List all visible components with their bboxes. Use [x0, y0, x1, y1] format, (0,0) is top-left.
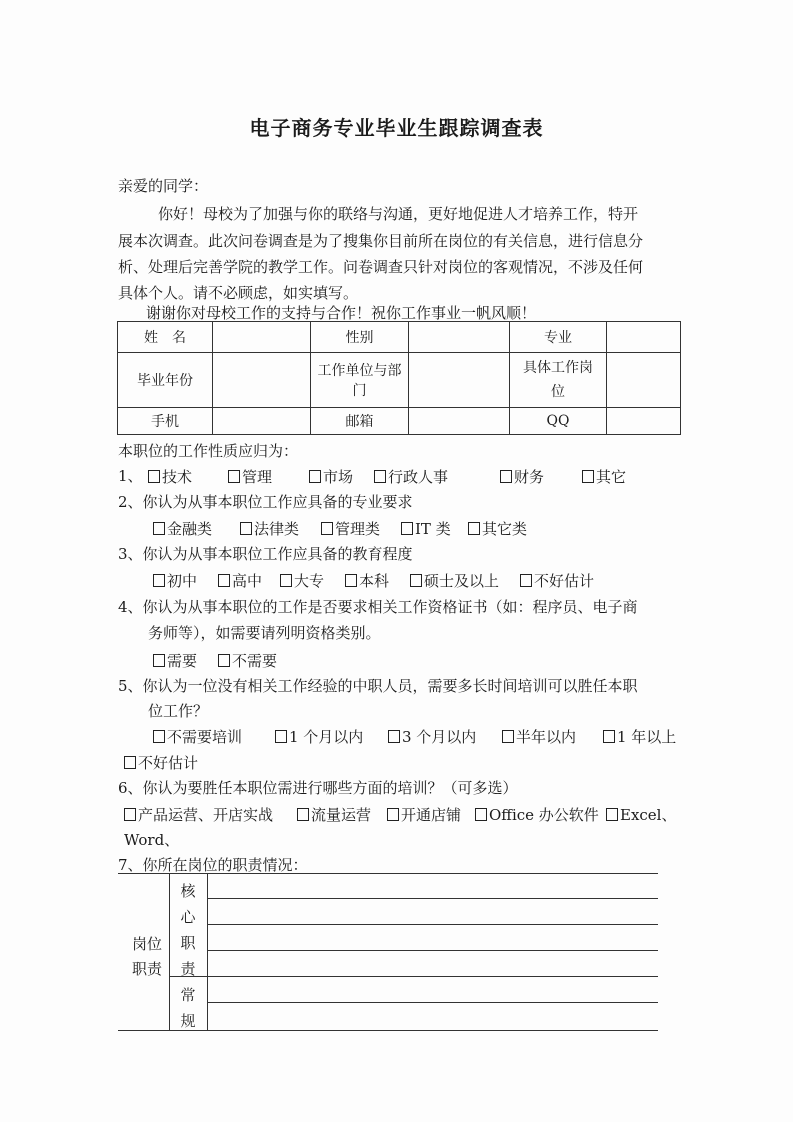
- core-duties-char: 职: [180, 934, 196, 952]
- q1-option-finance[interactable]: 财务: [500, 466, 544, 487]
- q2-option-law[interactable]: 法律类: [240, 518, 299, 539]
- core-duties-char: 心: [180, 908, 196, 926]
- q1-option-other[interactable]: 其它: [582, 466, 626, 487]
- grad-year-field[interactable]: [213, 353, 311, 408]
- label-grad-year: 毕业年份: [118, 353, 213, 408]
- label-gender: 性别: [311, 322, 409, 353]
- intro-line: 析、处理后完善学院的教学工作。问卷调查只针对岗位的客观情况，不涉及任何: [118, 258, 644, 276]
- core-duties-char: 责: [180, 960, 196, 978]
- q3-option-college[interactable]: 大专: [280, 570, 324, 591]
- checkbox[interactable]: [387, 808, 399, 821]
- q6-option-store[interactable]: 开通店铺: [387, 804, 461, 825]
- checkbox[interactable]: [410, 574, 422, 587]
- intro-line: 具体个人。请不必顾虑，如实填写。: [118, 284, 359, 302]
- q5-option-3months[interactable]: 3 个月以内: [388, 726, 476, 747]
- greeting: 亲爱的同学：: [118, 177, 209, 195]
- q2-option-finance[interactable]: 金融类: [153, 518, 212, 539]
- page-title: 电子商务专业毕业生跟踪调查表: [249, 116, 544, 140]
- q1-option-management[interactable]: 管理: [228, 466, 272, 487]
- major-field[interactable]: [607, 322, 681, 353]
- q5-question: 5、你认为一位没有相关工作经验的中职人员，需要多长时间培训可以胜任本职: [118, 677, 638, 695]
- label-employer: 工作单位与部门: [311, 353, 409, 408]
- label-job-position: 具体工作岗位: [510, 353, 607, 408]
- core-duties-char: 核: [180, 882, 196, 900]
- checkbox[interactable]: [603, 730, 615, 743]
- checkbox[interactable]: [124, 808, 136, 821]
- q1-option-tech[interactable]: 技术: [148, 466, 192, 487]
- checkbox[interactable]: [297, 808, 309, 821]
- checkbox[interactable]: [309, 470, 321, 483]
- q3-option-bachelor[interactable]: 本科: [345, 570, 389, 591]
- checkbox[interactable]: [321, 522, 333, 535]
- q3-option-unknown[interactable]: 不好估计: [520, 570, 594, 591]
- checkbox[interactable]: [500, 470, 512, 483]
- checkbox[interactable]: [153, 654, 165, 667]
- q5-option-halfyear[interactable]: 半年以内: [502, 726, 576, 747]
- q2-option-management[interactable]: 管理类: [321, 518, 380, 539]
- label-name: 姓 名: [118, 322, 213, 353]
- q6-option-traffic[interactable]: 流量运营: [297, 804, 371, 825]
- q2-option-other[interactable]: 其它类: [468, 518, 527, 539]
- name-field[interactable]: [213, 322, 311, 353]
- checkbox[interactable]: [280, 574, 292, 587]
- info-table: [117, 321, 681, 435]
- label-phone: 手机: [118, 408, 213, 435]
- duties-label-bottom: 职责: [132, 960, 163, 978]
- gender-field[interactable]: [409, 322, 510, 353]
- label-qq: QQ: [510, 408, 607, 435]
- q4-option-yes[interactable]: 需要: [153, 650, 197, 671]
- q3-option-junior[interactable]: 初中: [153, 570, 197, 591]
- label-major: 专业: [510, 322, 607, 353]
- checkbox[interactable]: [153, 730, 165, 743]
- checkbox[interactable]: [582, 470, 594, 483]
- checkbox[interactable]: [153, 522, 165, 535]
- intro-line: 你好！母校为了加强与你的联络与沟通，更好地促进人才培养工作，特开: [158, 205, 639, 223]
- q6-option-word: Word、: [124, 831, 180, 849]
- job-position-field[interactable]: [607, 353, 681, 408]
- checkbox[interactable]: [218, 654, 230, 667]
- q3-option-master[interactable]: 硕士及以上: [410, 570, 499, 591]
- q5-option-unknown[interactable]: 不好估计: [124, 752, 198, 773]
- checkbox[interactable]: [218, 574, 230, 587]
- q1-option-hr[interactable]: 行政人事: [374, 466, 448, 487]
- checkbox[interactable]: [468, 522, 480, 535]
- checkbox[interactable]: [275, 730, 287, 743]
- checkbox[interactable]: [520, 574, 532, 587]
- q6-option-operations[interactable]: 产品运营、开店实战: [124, 804, 273, 825]
- checkbox[interactable]: [475, 808, 487, 821]
- q5-option-1year[interactable]: 1 年以上: [603, 726, 676, 747]
- email-field[interactable]: [409, 408, 510, 435]
- routine-duties-char: 常: [180, 986, 196, 1004]
- thanks-line: 谢谢你对母校工作的支持与合作！祝你工作事业一帆风顺！: [146, 304, 537, 322]
- q5-question-cont: 位工作？: [148, 702, 209, 720]
- checkbox[interactable]: [153, 574, 165, 587]
- checkbox[interactable]: [374, 470, 386, 483]
- q1-option-market[interactable]: 市场: [309, 466, 353, 487]
- q1-number: 1、: [118, 467, 143, 485]
- q4-question: 4、你认为从事本职位的工作是否要求相关工作资格证书（如：程序员、电子商: [118, 598, 638, 616]
- checkbox[interactable]: [388, 730, 400, 743]
- q6-option-excel[interactable]: Excel、: [606, 804, 677, 825]
- phone-field[interactable]: [213, 408, 311, 435]
- checkbox[interactable]: [148, 470, 160, 483]
- q4-option-no[interactable]: 不需要: [218, 650, 277, 671]
- duties-label-top: 岗位: [132, 935, 163, 953]
- q6-option-office[interactable]: Office 办公软件: [475, 804, 599, 825]
- checkbox[interactable]: [124, 756, 136, 769]
- q7-question: 7、你所在岗位的职责情况：: [118, 856, 308, 874]
- q4-question-cont: 务师等），如需要请列明资格类别。: [148, 624, 381, 642]
- checkbox[interactable]: [401, 522, 413, 535]
- routine-duties-char: 规: [180, 1012, 196, 1030]
- q1-intro: 本职位的工作性质应归为：: [118, 442, 299, 460]
- q2-question: 2、你认为从事本职位工作应具备的专业要求: [118, 493, 413, 511]
- checkbox[interactable]: [606, 808, 618, 821]
- checkbox[interactable]: [345, 574, 357, 587]
- q2-option-it[interactable]: IT 类: [401, 518, 451, 539]
- q5-option-none[interactable]: 不需要培训: [153, 726, 242, 747]
- employer-field[interactable]: [409, 353, 510, 408]
- label-email: 邮箱: [311, 408, 409, 435]
- q3-option-senior[interactable]: 高中: [218, 570, 262, 591]
- checkbox[interactable]: [240, 522, 252, 535]
- q5-option-1month[interactable]: 1 个月以内: [275, 726, 363, 747]
- q6-question: 6、你认为要胜任本职位需进行哪些方面的培训？（可多选）: [118, 779, 518, 797]
- q3-question: 3、你认为从事本职位工作应具备的教育程度: [118, 545, 413, 563]
- checkbox[interactable]: [228, 470, 240, 483]
- qq-field[interactable]: [607, 408, 681, 435]
- intro-line: 展本次调查。此次问卷调查是为了搜集你目前所在岗位的有关信息，进行信息分: [118, 232, 644, 250]
- checkbox[interactable]: [502, 730, 514, 743]
